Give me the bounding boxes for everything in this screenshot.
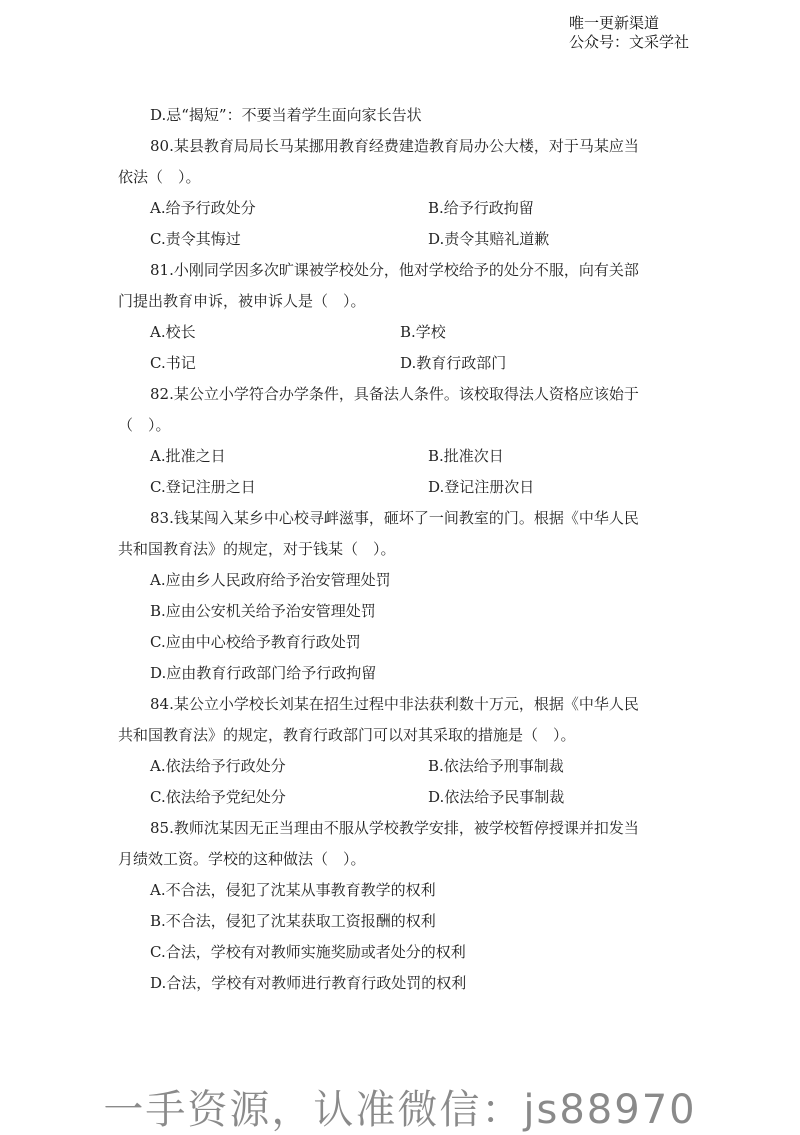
option-d: D.责令其赔礼道歉 [428,230,550,248]
option-b: B.学校 [400,323,446,341]
question-84-stem-line1: 84.某公立小学校长刘某在招生过程中非法获利数十万元，根据《中华人民 [150,695,639,713]
question-82-stem-line1: 82.某公立小学符合办学条件，具备法人条件。该校取得法人资格应该始于 [150,385,639,403]
question-84-stem-line2: 共和国教育法》的规定，教育行政部门可以对其采取的措施是（ ）。 [118,726,576,744]
question-85-stem-line2: 月绩效工资。学校的这种做法（ ）。 [118,850,366,868]
header-watermark-line1: 唯一更新渠道 [569,14,660,32]
option-d: D.教育行政部门 [400,354,507,372]
option-c: C.书记 [150,354,196,372]
option-d: D.登记注册次日 [428,478,535,496]
question-81-options-row2 [150,348,690,379]
question-81-options-row1 [150,317,690,348]
question-80-stem-line1: 80.某县教育局局长马某挪用教育经费建造教育局办公大楼，对于马某应当 [150,137,639,155]
option-a: A.给予行政处分 [150,199,256,217]
option-a: A.不合法，侵犯了沈某从事教育教学的权利 [150,881,436,899]
option-b: B.应由公安机关给予治安管理处罚 [150,602,376,620]
question-83-stem-line1: 83.钱某闯入某乡中心校寻衅滋事，砸坏了一间教室的门。根据《中华人民 [150,509,639,527]
question-80-stem-line2: 依法（ ）。 [118,168,201,186]
option-c: C.责令其悔过 [150,230,241,248]
option-d: D.依法给予民事制裁 [428,788,565,806]
question-82-stem-line2: （ ）。 [118,416,171,434]
question-84-options-row2 [150,782,690,813]
option-a: A.依法给予行政处分 [150,757,286,775]
question-82-options-row1 [150,441,690,472]
question-82-options-row2 [150,472,690,503]
header-watermark-line2: 公众号：文采学社 [569,33,690,51]
question-83-stem-line2: 共和国教育法》的规定，对于钱某（ ）。 [118,540,396,558]
option-b: B.批准次日 [428,447,504,465]
question-list [118,100,690,999]
option-c: C.合法，学校有对教师实施奖励或者处分的权利 [150,943,466,961]
option-b: B.依法给予刑事制裁 [428,757,564,775]
header-watermark [569,14,689,52]
question-81-stem-line1: 81.小刚同学因多次旷课被学校处分，他对学校给予的处分不服，向有关部 [150,261,639,279]
question-85-stem-line1: 85.教师沈某因无正当理由不服从学校教学安排，被学校暂停授课并扣发当 [150,819,639,837]
option-c: C.应由中心校给予教育行政处罚 [150,633,361,651]
option-d: D.应由教育行政部门给予行政拘留 [150,664,377,682]
option-b: B.给予行政拘留 [428,199,534,217]
question-81-stem-line2: 门提出教育申诉，被申诉人是（ ）。 [118,292,366,310]
question-80-options-row2 [150,224,690,255]
option-a: A.应由乡人民政府给予治安管理处罚 [150,571,391,589]
option-c: C.依法给予党纪处分 [150,788,286,806]
option-a: A.批准之日 [150,447,226,465]
question-80-options-row1 [150,193,690,224]
question-84-options-row1 [150,751,690,782]
option-b: B.不合法，侵犯了沈某获取工资报酬的权利 [150,912,436,930]
option-c: C.登记注册之日 [150,478,256,496]
option-d: D.合法，学校有对教师进行教育行政处罚的权利 [150,974,467,992]
footer-watermark: 一手资源，认准微信：js88970 [103,1087,697,1133]
option-d-prev: D.忌“揭短”：不要当着学生面向家长告状 [150,106,422,124]
option-a: A.校长 [150,323,196,341]
